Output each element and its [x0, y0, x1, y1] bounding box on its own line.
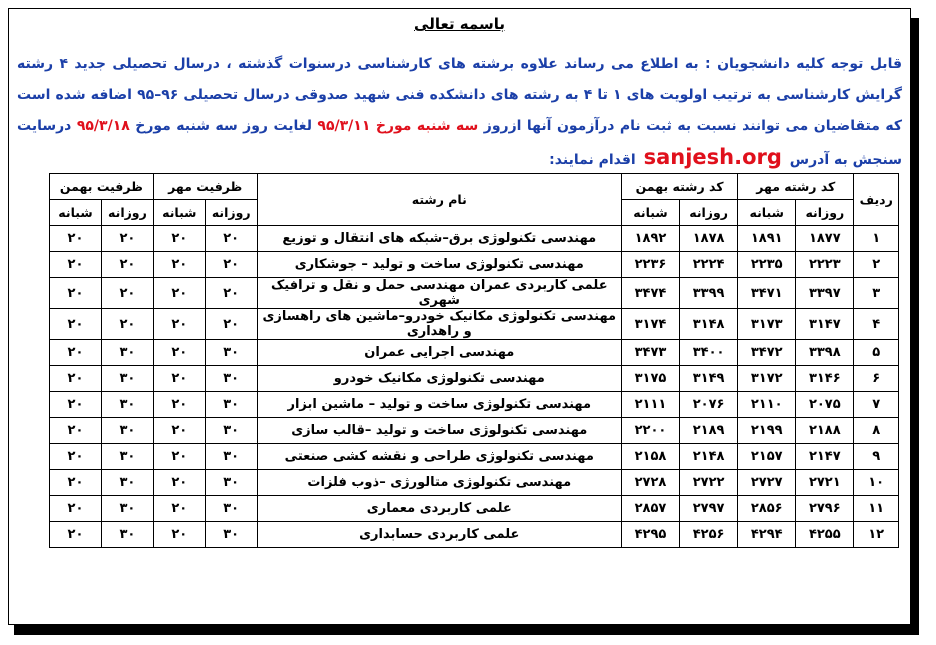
- row-number-cell: ۵: [854, 340, 899, 366]
- bahman-night-code-cell: ۲۱۱۱: [621, 392, 679, 418]
- registration-end-date: ۹۵/۳/۱۸: [76, 118, 130, 134]
- table-row: [50, 444, 899, 470]
- bahman-night-code-cell: ۲۸۵۷: [621, 496, 679, 522]
- major-name-cell: مهندسی اجرایی عمران: [257, 340, 621, 366]
- header-mehr-capacity: ظرفیت مهر: [153, 174, 257, 200]
- major-name-cell: مهندسی تکنولوژی مکانیک خودرو: [257, 366, 621, 392]
- bahman-day-code-cell: ۴۲۵۶: [680, 522, 738, 548]
- notice-line-3-mid: لغایت روز سه شنبه مورخ: [135, 118, 312, 134]
- bahman-night-code-cell: ۳۴۷۳: [621, 340, 679, 366]
- mehr-day-code-cell: ۳۳۹۸: [796, 340, 854, 366]
- major-name-cell: علمی کاربردی عمران مهندسی حمل و نقل و ترافیک شهری: [257, 278, 621, 309]
- major-name-cell: مهندسی تکنولوژی برق–شبکه های انتقال و توزیع: [257, 226, 621, 252]
- notice-paragraph: [17, 49, 902, 176]
- sanjesh-site-link[interactable]: sanjesh.org: [643, 145, 782, 169]
- mehr-night-code-cell: ۳۱۷۲: [738, 366, 796, 392]
- bahman-day-code-cell: ۳۱۴۹: [680, 366, 738, 392]
- bahman-day-capacity-cell: ۳۰: [101, 444, 153, 470]
- major-name-cell: مهندسی تکنولوژی ساخت و تولید – ماشین ابزار: [257, 392, 621, 418]
- header-row-number: ردیف: [854, 174, 899, 226]
- bahman-night-capacity-cell: ۲۰: [50, 470, 102, 496]
- mehr-night-capacity-cell: ۲۰: [153, 444, 205, 470]
- mehr-night-code-cell: ۳۴۷۱: [738, 278, 796, 309]
- mehr-night-code-cell: ۱۸۹۱: [738, 226, 796, 252]
- mehr-night-code-cell: ۳۱۷۳: [738, 309, 796, 340]
- registration-start-date: سه شنبه مورخ ۹۵/۳/۱۱: [317, 118, 479, 134]
- major-name-cell: مهندسی تکنولوژی مکانیک خودرو–ماشین های راهسازی و راهداری: [257, 309, 621, 340]
- mehr-night-code-cell: ۴۲۹۴: [738, 522, 796, 548]
- notice-line-2: ترتیب اولویت های ۱ تا ۴ به رشته های دانشکده فنی شهید صدوقی درسال تحصیلی ۹۶–۹۵ اضافه شده است که متقاضیان می توانند نسبت به ثبت نام: [17, 87, 903, 134]
- mehr-night-code-cell: ۲۱۱۰: [738, 392, 796, 418]
- mehr-night-capacity-cell: ۲۰: [153, 470, 205, 496]
- mehr-night-capacity-cell: ۲۰: [153, 418, 205, 444]
- bahman-night-capacity-cell: ۲۰: [50, 252, 102, 278]
- mehr-day-code-cell: ۳۱۴۷: [796, 309, 854, 340]
- bahman-day-code-cell: ۳۱۴۸: [680, 309, 738, 340]
- mehr-day-capacity-cell: ۲۰: [205, 226, 257, 252]
- major-name-cell: مهندسی تکنولوژی ساخت و تولید – جوشکاری: [257, 252, 621, 278]
- row-number-cell: ۲: [854, 252, 899, 278]
- bahman-night-capacity-cell: ۲۰: [50, 522, 102, 548]
- row-number-cell: ۸: [854, 418, 899, 444]
- mehr-night-capacity-cell: ۲۰: [153, 309, 205, 340]
- table-header-row: [50, 174, 899, 200]
- bahman-day-code-cell: ۲۲۲۴: [680, 252, 738, 278]
- bahman-night-code-cell: ۲۱۵۸: [621, 444, 679, 470]
- major-name-cell: علمی کاربردی حسابداری: [257, 522, 621, 548]
- row-number-cell: ۱۱: [854, 496, 899, 522]
- bahman-night-capacity-cell: ۲۰: [50, 444, 102, 470]
- mehr-day-capacity-cell: ۳۰: [205, 522, 257, 548]
- mehr-night-code-cell: ۲۸۵۶: [738, 496, 796, 522]
- mehr-day-capacity-cell: ۲۰: [205, 278, 257, 309]
- bahman-day-code-cell: ۲۱۸۹: [680, 418, 738, 444]
- bahman-night-code-cell: ۱۸۹۲: [621, 226, 679, 252]
- row-number-cell: ۹: [854, 444, 899, 470]
- bahman-day-capacity-cell: ۲۰: [101, 309, 153, 340]
- mehr-night-capacity-cell: ۲۰: [153, 522, 205, 548]
- bahman-night-capacity-cell: ۲۰: [50, 418, 102, 444]
- mehr-day-code-cell: ۳۳۹۷: [796, 278, 854, 309]
- mehr-day-code-cell: ۴۲۵۵: [796, 522, 854, 548]
- mehr-day-capacity-cell: ۳۰: [205, 444, 257, 470]
- row-number-cell: ۴: [854, 309, 899, 340]
- mehr-night-code-cell: ۲۱۵۷: [738, 444, 796, 470]
- header-bahman-code: کد رشته بهمن: [621, 174, 737, 200]
- bahman-day-capacity-cell: ۳۰: [101, 470, 153, 496]
- bahman-day-capacity-cell: ۲۰: [101, 252, 153, 278]
- bahman-night-code-cell: ۳۱۷۵: [621, 366, 679, 392]
- bahman-night-capacity-cell: ۲۰: [50, 278, 102, 309]
- mehr-day-capacity-cell: ۳۰: [205, 340, 257, 366]
- table-row: [50, 470, 899, 496]
- bahman-night-code-cell: ۲۲۰۰: [621, 418, 679, 444]
- bahman-night-code-cell: ۳۴۷۴: [621, 278, 679, 309]
- row-number-cell: ۱: [854, 226, 899, 252]
- bahman-day-code-cell: ۳۴۰۰: [680, 340, 738, 366]
- major-name-cell: مهندسی تکنولوژی ساخت و تولید –قالب سازی: [257, 418, 621, 444]
- mehr-night-capacity-cell: ۲۰: [153, 340, 205, 366]
- subheader-night: شبانه: [50, 200, 102, 226]
- mehr-day-capacity-cell: ۳۰: [205, 418, 257, 444]
- mehr-day-capacity-cell: ۳۰: [205, 470, 257, 496]
- bahman-night-capacity-cell: ۲۰: [50, 226, 102, 252]
- mehr-day-code-cell: ۲۱۸۸: [796, 418, 854, 444]
- subheader-day: روزانه: [101, 200, 153, 226]
- mehr-night-code-cell: ۲۷۲۷: [738, 470, 796, 496]
- bahman-day-code-cell: ۱۸۷۸: [680, 226, 738, 252]
- mehr-day-capacity-cell: ۳۰: [205, 392, 257, 418]
- row-number-cell: ۱۲: [854, 522, 899, 548]
- bahman-day-capacity-cell: ۳۰: [101, 392, 153, 418]
- mehr-day-capacity-cell: ۲۰: [205, 309, 257, 340]
- mehr-day-code-cell: ۱۸۷۷: [796, 226, 854, 252]
- table-row: [50, 366, 899, 392]
- mehr-day-code-cell: ۲۰۷۵: [796, 392, 854, 418]
- mehr-night-capacity-cell: ۲۰: [153, 278, 205, 309]
- row-number-cell: ۶: [854, 366, 899, 392]
- bahman-night-code-cell: ۲۲۳۶: [621, 252, 679, 278]
- notice-line-1: قابل توجه کلیه دانشجویان : به اطلاع می رساند علاوه برشته های کارشناسی درسنوات گذشته ، درسال تحصیلی جدید ۴ رشته گرایش کارشناسی به: [17, 56, 903, 103]
- bahman-night-capacity-cell: ۲۰: [50, 340, 102, 366]
- bahman-day-capacity-cell: ۳۰: [101, 340, 153, 366]
- table-row: [50, 226, 899, 252]
- document-frame: [8, 8, 911, 625]
- bahman-day-capacity-cell: ۳۰: [101, 418, 153, 444]
- mehr-day-capacity-cell: ۳۰: [205, 496, 257, 522]
- header-mehr-code: کد رشته مهر: [738, 174, 854, 200]
- mehr-night-code-cell: ۲۲۳۵: [738, 252, 796, 278]
- table-row: [50, 340, 899, 366]
- subheader-day: روزانه: [680, 200, 738, 226]
- bahman-day-code-cell: ۲۱۴۸: [680, 444, 738, 470]
- table-row: [50, 392, 899, 418]
- bahman-night-capacity-cell: ۲۰: [50, 496, 102, 522]
- mehr-day-capacity-cell: ۳۰: [205, 366, 257, 392]
- mehr-day-code-cell: ۲۷۲۱: [796, 470, 854, 496]
- major-name-cell: مهندسی تکنولوژی طراحی و نقشه کشی صنعتی: [257, 444, 621, 470]
- bahman-night-code-cell: ۳۱۷۴: [621, 309, 679, 340]
- header-bahman-capacity: ظرفیت بهمن: [50, 174, 154, 200]
- bahman-day-capacity-cell: ۳۰: [101, 496, 153, 522]
- mehr-night-capacity-cell: ۲۰: [153, 366, 205, 392]
- mehr-night-code-cell: ۲۱۹۹: [738, 418, 796, 444]
- mehr-day-code-cell: ۲۱۴۷: [796, 444, 854, 470]
- bahman-day-code-cell: ۳۳۹۹: [680, 278, 738, 309]
- major-name-cell: مهندسی تکنولوژی متالورژی –ذوب فلزات: [257, 470, 621, 496]
- bahman-night-code-cell: ۲۷۲۸: [621, 470, 679, 496]
- bahman-night-capacity-cell: ۲۰: [50, 309, 102, 340]
- table-row: [50, 309, 899, 340]
- mehr-day-code-cell: ۲۷۹۶: [796, 496, 854, 522]
- subheader-day: روزانه: [205, 200, 257, 226]
- bahman-day-capacity-cell: ۲۰: [101, 226, 153, 252]
- bahman-day-code-cell: ۲۷۲۲: [680, 470, 738, 496]
- subheader-night: شبانه: [621, 200, 679, 226]
- mehr-day-capacity-cell: ۲۰: [205, 252, 257, 278]
- row-number-cell: ۱۰: [854, 470, 899, 496]
- mehr-night-capacity-cell: ۲۰: [153, 252, 205, 278]
- majors-table: [49, 173, 899, 548]
- header-major-name: نام رشته: [257, 174, 621, 226]
- bahman-day-capacity-cell: ۳۰: [101, 522, 153, 548]
- mehr-night-code-cell: ۳۴۷۲: [738, 340, 796, 366]
- table-row: [50, 252, 899, 278]
- notice-site-label: درسایت سنجش به آدرس: [17, 118, 902, 168]
- subheader-night: شبانه: [738, 200, 796, 226]
- subheader-night: شبانه: [153, 200, 205, 226]
- mehr-night-capacity-cell: ۲۰: [153, 226, 205, 252]
- notice-line-3-end: اقدام نمایند:: [549, 152, 636, 168]
- table-body: [50, 226, 899, 548]
- bahman-night-code-cell: ۴۲۹۵: [621, 522, 679, 548]
- row-number-cell: ۷: [854, 392, 899, 418]
- subheader-day: روزانه: [796, 200, 854, 226]
- mehr-day-code-cell: ۳۱۴۶: [796, 366, 854, 392]
- bahman-night-capacity-cell: ۲۰: [50, 392, 102, 418]
- bahman-day-capacity-cell: ۲۰: [101, 278, 153, 309]
- mehr-night-capacity-cell: ۲۰: [153, 392, 205, 418]
- bahman-day-code-cell: ۲۷۹۷: [680, 496, 738, 522]
- table-row: [50, 278, 899, 309]
- bahman-night-capacity-cell: ۲۰: [50, 366, 102, 392]
- major-name-cell: علمی کاربردی معماری: [257, 496, 621, 522]
- row-number-cell: ۳: [854, 278, 899, 309]
- notice-line-3-start: درآزمون آنها ازروز: [483, 118, 615, 134]
- table-row: [50, 496, 899, 522]
- bahman-day-code-cell: ۲۰۷۶: [680, 392, 738, 418]
- bahman-day-capacity-cell: ۳۰: [101, 366, 153, 392]
- document-title: باسمه تعالی: [414, 15, 505, 33]
- mehr-day-code-cell: ۲۲۲۳: [796, 252, 854, 278]
- table-row: [50, 418, 899, 444]
- mehr-night-capacity-cell: ۲۰: [153, 496, 205, 522]
- table-row: [50, 522, 899, 548]
